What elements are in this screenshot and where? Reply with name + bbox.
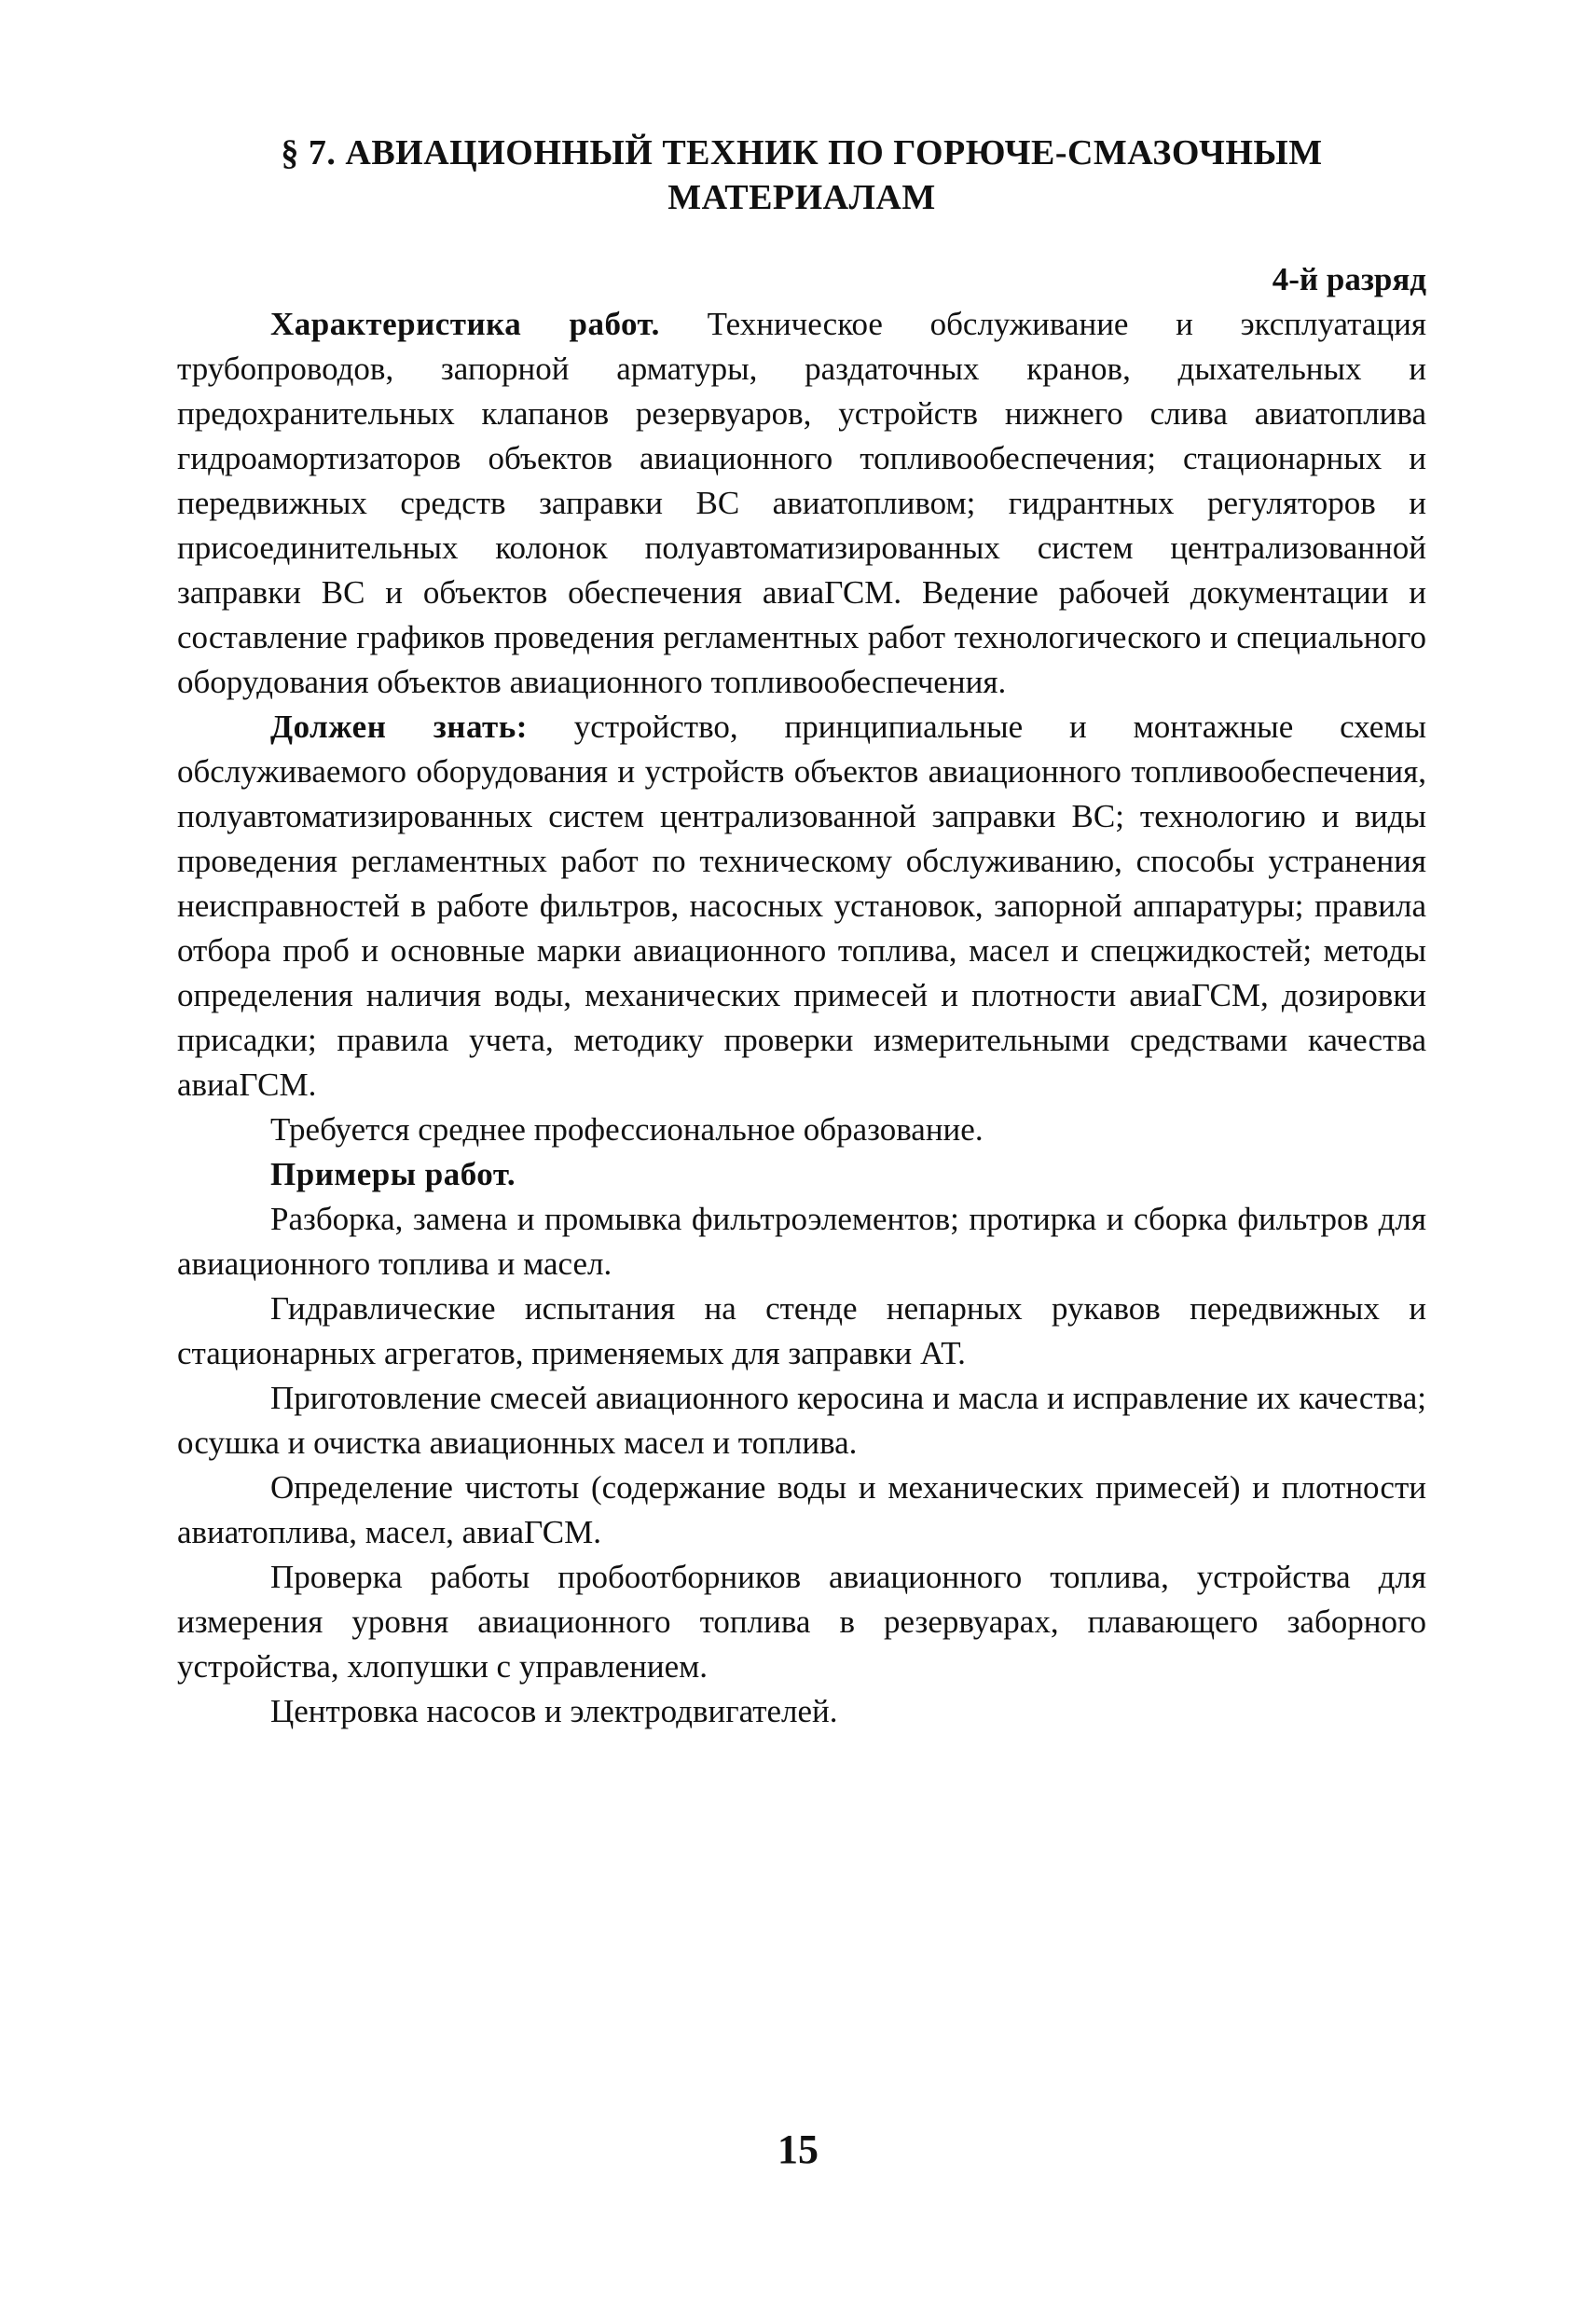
example-item: Центровка насосов и электродвигателей. bbox=[270, 1693, 838, 1729]
examples-heading: Примеры работ. bbox=[270, 1156, 516, 1192]
knowledge-paragraph bbox=[177, 705, 1426, 1108]
page-number: 15 bbox=[777, 2126, 819, 2172]
section-title bbox=[177, 131, 1426, 220]
characteristics-text: Техническое обслуживание и эксплуатация трубопроводов, запорной арматуры, раздаточных кранов, дыхательных и предохранительных клапанов резервуаров, устройств нижнего слива авиатоплива гидроамортизаторов объектов авиационного топливообеспечения; стационарных и передвижных средств заправки ВС авиатопливом; гидрантных регуляторов и присоединительных колонок полуавтоматизированных систем централизованной заправки ВС и объектов обеспечения авиаГСМ. Ведение рабочей документации и составление графиков проведения регламентных работ технологического и специального оборудования объектов авиационного топливообеспечения. bbox=[177, 306, 1426, 700]
section-title-line-2: МАТЕРИАЛАМ bbox=[667, 178, 936, 217]
characteristics-paragraph bbox=[177, 302, 1426, 705]
example-item: Определение чистоты (содержание воды и механических примесей) и плотности авиатоплива, масел, авиаГСМ. bbox=[177, 1469, 1426, 1550]
knowledge-lead: Должен знать: bbox=[270, 709, 528, 745]
example-item: Разборка, замена и промывка фильтроэлементов; протирка и сборка фильтров для авиационного топлива и масел. bbox=[177, 1201, 1426, 1282]
education-requirement: Требуется среднее профессиональное образование. bbox=[270, 1111, 984, 1148]
example-item: Проверка работы пробоотборников авиационного топлива, устройства для измерения уровня авиационного топлива в резервуарах, плавающего заборного устройства, хлопушки с управлением. bbox=[177, 1559, 1426, 1685]
characteristics-lead: Характеристика работ. bbox=[270, 306, 660, 342]
knowledge-text: устройство, принципиальные и монтажные схемы обслуживаемого оборудования и устройств объектов авиационного топливообеспечения, полуавтоматизированных систем централизованной заправки ВС; технологию и виды проведения регламентных работ по техническому обслуживанию, способы устранения неисправностей в работе фильтров, насосных установок, запорной аппаратуры; правила отбора проб и основные марки авиационного топлива, масел и спецжидкостей; методы определения наличия воды, механических примесей и плотности авиаГСМ, дозировки присадки; правила учета, методику проверки измерительными средствами качества авиаГСМ. bbox=[177, 709, 1426, 1103]
example-item: Приготовление смесей авиационного керосина и масла и исправление их качества; осушка и очистка авиационных масел и топлива. bbox=[177, 1380, 1426, 1461]
section-title-line-1: § 7. АВИАЦИОННЫЙ ТЕХНИК ПО ГОРЮЧЕ-СМАЗОЧНЫМ bbox=[281, 133, 1323, 172]
document-page bbox=[177, 131, 1426, 2181]
grade-label: 4-й разряд bbox=[1272, 261, 1426, 297]
example-item: Гидравлические испытания на стенде непарных рукавов передвижных и стационарных агрегатов, применяемых для заправки АТ. bbox=[177, 1290, 1426, 1371]
